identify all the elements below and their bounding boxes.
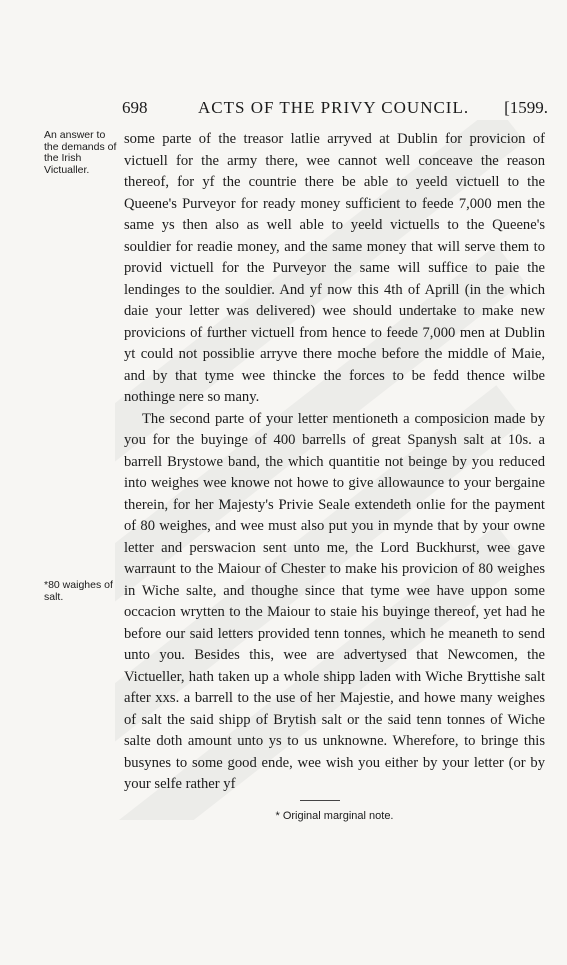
body-text	[124, 129, 545, 796]
footnote: * Original marginal note.	[275, 810, 394, 822]
paragraph: some parte of the treasor latlie arryved at Dublin for provicion of victuell for the army there, wee cannot well conceave the reason thereof, for yf the countrie there be able to yeeld victuell to the Queene's Purveyor for ready money sufficient to feede 7,000 men the same ys then also as well able to yeeld victuells to the Queene's souldier for readie money, and the same money that will serve them to provid victuell for the Purveyor the same will suffice to paie the lendinges to the souldier. And yf now this 4th of Aprill (in the which daie your letter was delivered) wee should undertake to make new provicions of further victuell from hence to feede 7,000 men at Dublin yt could not possiblie arryve there moche before the middle of Maie, and by that tyme wee thincke the forces to be fedd thence wilbe nothinge nere so many.	[124, 131, 545, 405]
page-title: ACTS OF THE PRIVY COUNCIL.	[198, 98, 470, 117]
page-number: 698	[122, 98, 148, 117]
margin-note: *80 waighes of salt.	[44, 579, 113, 603]
paragraph: The second parte of your letter mentioneth a composicion made by you for the buyinge of 400 barrells of great Spanysh salt at 10s. a barrell Brystowe band, the which quantitie not beinge by you reduced into weighes wee knowe not howe to give allowaunce to your bergaine therein, for her Majesty's Privie Seale extendeth onlie for the payment of 80 weighes, and wee must also put you in mynde that by your owne letter and perswacion sent unto me, the Lord Buckhurst, wee gave warraunt to the Maiour of Chester to make his provicion of 80 weighes in Wiche salte, and thoughe since that tyme wee have uppon some occacion wrytten to the Maiour to staie his buyinge thereof, yet had he before our said letters provided tenn tonnes, which he meaneth to send unto you. Besides this, wee are advertysed that Newcomen, the Victueller, hath taken up a whole shipp laden with Wiche Bryttishe salt after xxs. a barrell to the use of her Majestie, and howe many weighes of salt the said shipp of Brytish salt or the said tenn tonnes of Wiche salte doth amount unto ys to us unknowne. Wherefore, to bringe this busynes to some good ende, wee wish you either by your letter (or by your selfe rather yf	[124, 410, 545, 792]
year-marker: [1599.	[504, 98, 548, 117]
footnote-divider	[300, 800, 340, 801]
margin-note: An answer to the demands of the Irish Victualler.	[44, 129, 117, 176]
running-head	[118, 98, 548, 122]
